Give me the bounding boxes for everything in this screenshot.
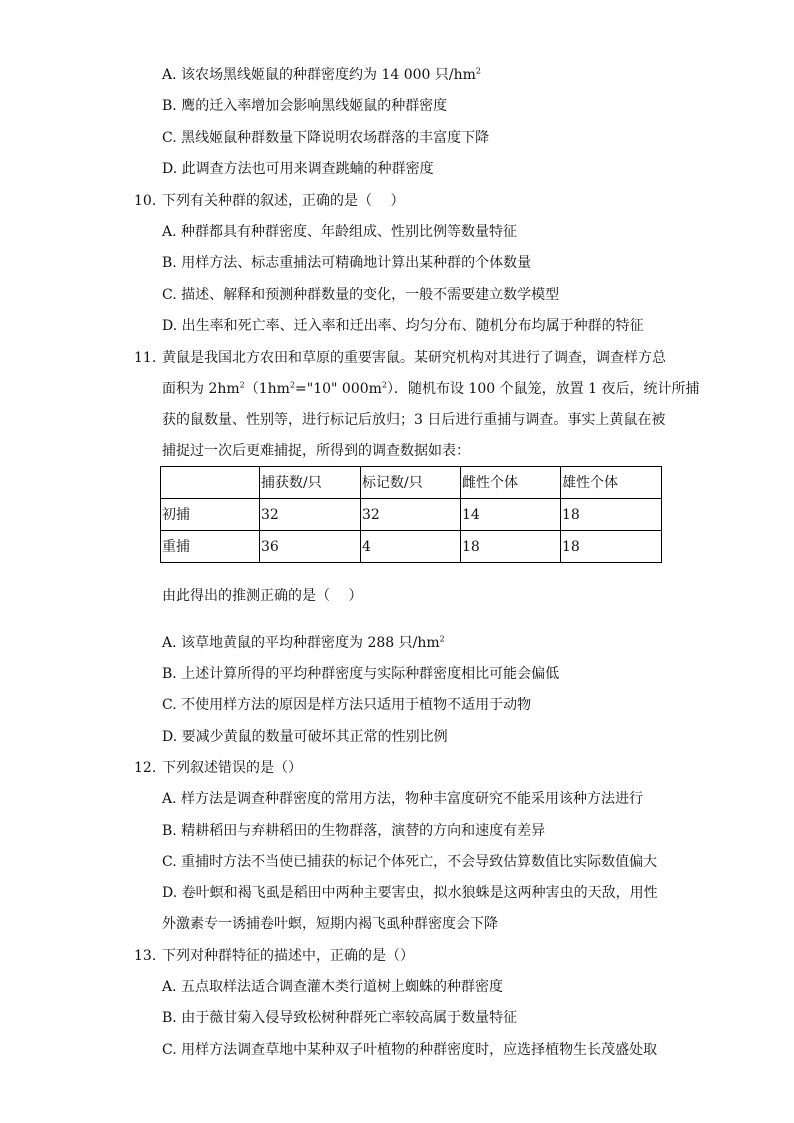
q11-option-b: B. 上述计算所得的平均种群密度与实际种群密度相比可能会偏低 [162, 666, 560, 682]
table-header-cell: 标记数/只 [361, 467, 461, 499]
q10-option-a: A. 种群都具有种群密度、年龄组成、性别比例等数量特征 [162, 224, 518, 240]
table-header-cell: 捕获数/只 [260, 467, 361, 499]
table-cell: 32 [260, 499, 361, 531]
q11-option-d: D. 要减少黄鼠的数量可破坏其正常的性别比例 [162, 729, 448, 745]
q11-prompt: 由此得出的推测正确的是（ ） [162, 588, 363, 604]
q12-option-a: A. 样方法是调查种群密度的常用方法，物种丰富度研究不能采用该种方法进行 [162, 791, 644, 807]
q11-option-a: A. 该草地黄鼠的平均种群密度为 288 只$/hm^2$ [162, 634, 445, 651]
q9-option-b: B. 鹰的迁入率增加会影响黑线姬鼠的种群密度 [162, 98, 448, 114]
table-cell: 重捕 [161, 531, 260, 563]
q10-option-d: D. 出生率和死亡率、迁入率和迁出率、均匀分布、随机分布均属于种群的特征 [162, 318, 644, 334]
q11-stem-line-1: 黄鼠是我国北方农田和草原的重要害鼠。某研究机构对其进行了调查，调查样方总 [162, 350, 666, 366]
q13-stem: 下列对种群特征的描述中，正确的是（） [162, 948, 414, 964]
table-header-cell: 雌性个体 [461, 467, 561, 499]
q12-number: 12. [134, 760, 157, 776]
q13-option-b: B. 由于薇甘菊入侵导致松树种群死亡率较高属于数量特征 [162, 1010, 518, 1026]
table-cell: 32 [361, 499, 461, 531]
q12-option-d-continued: 外激素专一诱捕卷叶螟，短期内褐飞虱种群密度会下降 [162, 916, 498, 932]
q12-option-b: B. 精耕稻田与弃耕稻田的生物群落，演替的方向和速度有差异 [162, 823, 546, 839]
q12-option-c: C. 重捕时方法不当使已捕获的标记个体死亡，不会导致估算数值比实际数值偏大 [162, 854, 658, 870]
table-cell: 18 [461, 531, 561, 563]
table-cell: 18 [561, 531, 662, 563]
q12-option-d: D. 卷叶螟和褐飞虱是稻田中两种主要害虫，拟水狼蛛是这两种害虫的天敌，用性 [162, 885, 658, 901]
q11-option-c: C. 不使用样方法的原因是样方法只适用于植物不适用于动物 [162, 697, 532, 713]
q11-stem-line-3: 获的鼠数量、性别等，进行标记后放归；3 日后进行重捕与调查。事实上黄鼠在被 [162, 412, 666, 428]
table-cell: 4 [361, 531, 461, 563]
survey-data-table [160, 466, 662, 563]
table-header-cell: 雄性个体 [561, 467, 662, 499]
q12-stem: 下列叙述错误的是（） [162, 760, 302, 776]
table-cell: 18 [561, 499, 662, 531]
table-header-row [161, 467, 662, 499]
q10-stem: 下列有关种群的叙述，正确的是（ ） [162, 193, 405, 209]
q9-option-a: A. 该农场黑线姬鼠的种群密度约为 14 000 只$/hm^2$ [162, 66, 481, 83]
q10-option-c: C. 描述、解释和预测种群数量的变化，一般不需要建立数学模型 [162, 287, 560, 303]
q13-number: 13. [134, 948, 157, 964]
table-header-cell [161, 467, 260, 499]
table-cell: 36 [260, 531, 361, 563]
table-cell: 初捕 [161, 499, 260, 531]
q11-number: 11. [134, 350, 157, 366]
q11-stem-line-2: 面积为 $2hm^2(1hm^2="10$" $000m^2$）．随机布设 100 个鼠笼，放置 1 夜后，统计所捕 [162, 380, 700, 397]
q9-option-d: D. 此调查方法也可用来调查跳蝻的种群密度 [162, 161, 434, 177]
table-cell: 14 [461, 499, 561, 531]
q13-option-a: A. 五点取样法适合调查灌木类行道树上蜘蛛的种群密度 [162, 979, 504, 995]
table-row [161, 531, 662, 563]
q10-option-b: B. 用样方法、标志重捕法可精确地计算出某种群的个体数量 [162, 255, 532, 271]
q9-option-c: C. 黑线姬鼠种群数量下降说明农场群落的丰富度下降 [162, 130, 490, 146]
table-row [161, 499, 662, 531]
q10-number: 10. [134, 193, 157, 209]
q13-option-c: C. 用样方法调查草地中某种双子叶植物的种群密度时，应选择植物生长茂盛处取 [162, 1042, 658, 1058]
q11-stem-line-4: 捕捉过一次后更难捕捉，所得到的调查数据如表： [162, 443, 470, 459]
